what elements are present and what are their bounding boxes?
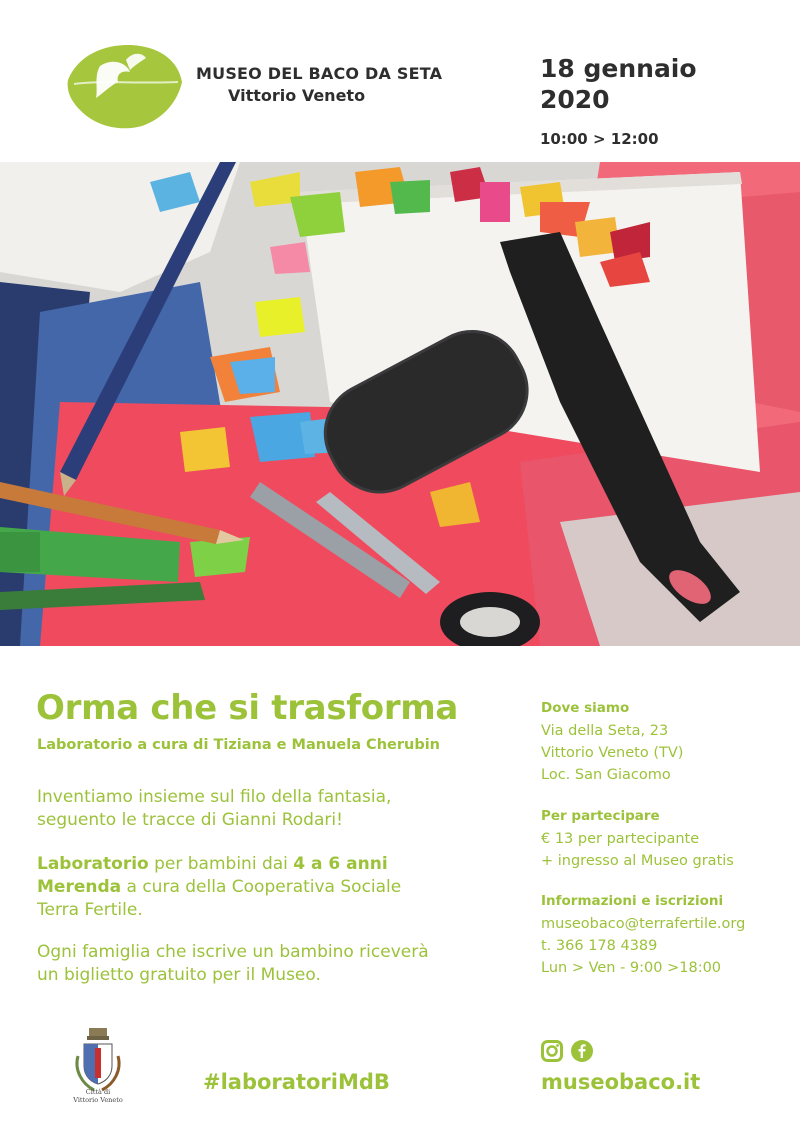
family-paragraph bbox=[37, 941, 507, 987]
location-line: Via della Seta, 23 bbox=[541, 723, 669, 739]
event-subtitle: Laboratorio a cura di Tiziana e Manuela Cherubin bbox=[37, 737, 440, 753]
instagram-icon[interactable] bbox=[541, 1040, 563, 1062]
website-link[interactable]: museobaco.it bbox=[541, 1070, 701, 1094]
info-block bbox=[541, 893, 791, 979]
crest-text: Città di bbox=[85, 1088, 111, 1096]
location-heading: Dove siamo bbox=[541, 700, 630, 716]
crest-text: Vittorio Veneto bbox=[73, 1096, 123, 1104]
lab-age: 4 a 6 anni bbox=[293, 854, 388, 874]
social-icons bbox=[541, 1040, 593, 1062]
participation-block bbox=[541, 808, 791, 872]
info-heading: Informazioni e iscrizioni bbox=[541, 893, 724, 909]
snack-line bbox=[37, 876, 507, 899]
workshop-photo bbox=[0, 162, 800, 646]
location-line: Vittorio Veneto (TV) bbox=[541, 745, 684, 761]
family-line: Ogni famiglia che iscrive un bambino riceverà bbox=[37, 942, 429, 962]
location-block bbox=[541, 700, 791, 786]
snack-label: Merenda bbox=[37, 877, 122, 897]
intro-paragraph bbox=[37, 786, 507, 832]
intro-line: seguento le tracce di Gianni Rodari! bbox=[37, 810, 343, 830]
hashtag: #laboratoriMdB bbox=[203, 1070, 390, 1094]
event-time: 10:00 > 12:00 bbox=[540, 130, 659, 148]
intro-line: Inventiamo insieme sul filo della fantasia, bbox=[37, 787, 392, 807]
city-crest-logo bbox=[72, 1026, 124, 1112]
snack-text: a cura della Cooperativa Sociale bbox=[121, 877, 402, 897]
museum-name: MUSEO DEL BACO DA SETA bbox=[196, 64, 443, 83]
event-date-year: 2020 bbox=[540, 85, 610, 114]
lab-line bbox=[37, 853, 507, 876]
participation-heading: Per partecipare bbox=[541, 808, 660, 824]
event-date bbox=[540, 53, 740, 115]
museum-leaf-logo bbox=[60, 40, 185, 130]
event-title: Orma che si trasforma bbox=[36, 688, 459, 728]
facebook-icon[interactable] bbox=[571, 1040, 593, 1062]
location-line: Loc. San Giacomo bbox=[541, 767, 671, 783]
snack-line-2: Terra Fertile. bbox=[37, 900, 143, 920]
family-line: un biglietto gratuito per il Museo. bbox=[37, 965, 321, 985]
participation-line: € 13 per partecipante bbox=[541, 831, 700, 847]
info-email[interactable]: museobaco@terrafertile.org bbox=[541, 916, 746, 932]
museum-city: Vittorio Veneto bbox=[228, 86, 366, 105]
lab-label: Laboratorio bbox=[37, 854, 149, 874]
event-date-day: 18 gennaio bbox=[540, 54, 697, 83]
lab-text: per bambini dai bbox=[148, 854, 294, 874]
info-phone[interactable]: t. 366 178 4389 bbox=[541, 938, 658, 954]
details-paragraph bbox=[37, 853, 507, 922]
participation-line: + ingresso al Museo gratis bbox=[541, 853, 734, 869]
info-hours: Lun > Ven - 9:00 >18:00 bbox=[541, 960, 722, 976]
